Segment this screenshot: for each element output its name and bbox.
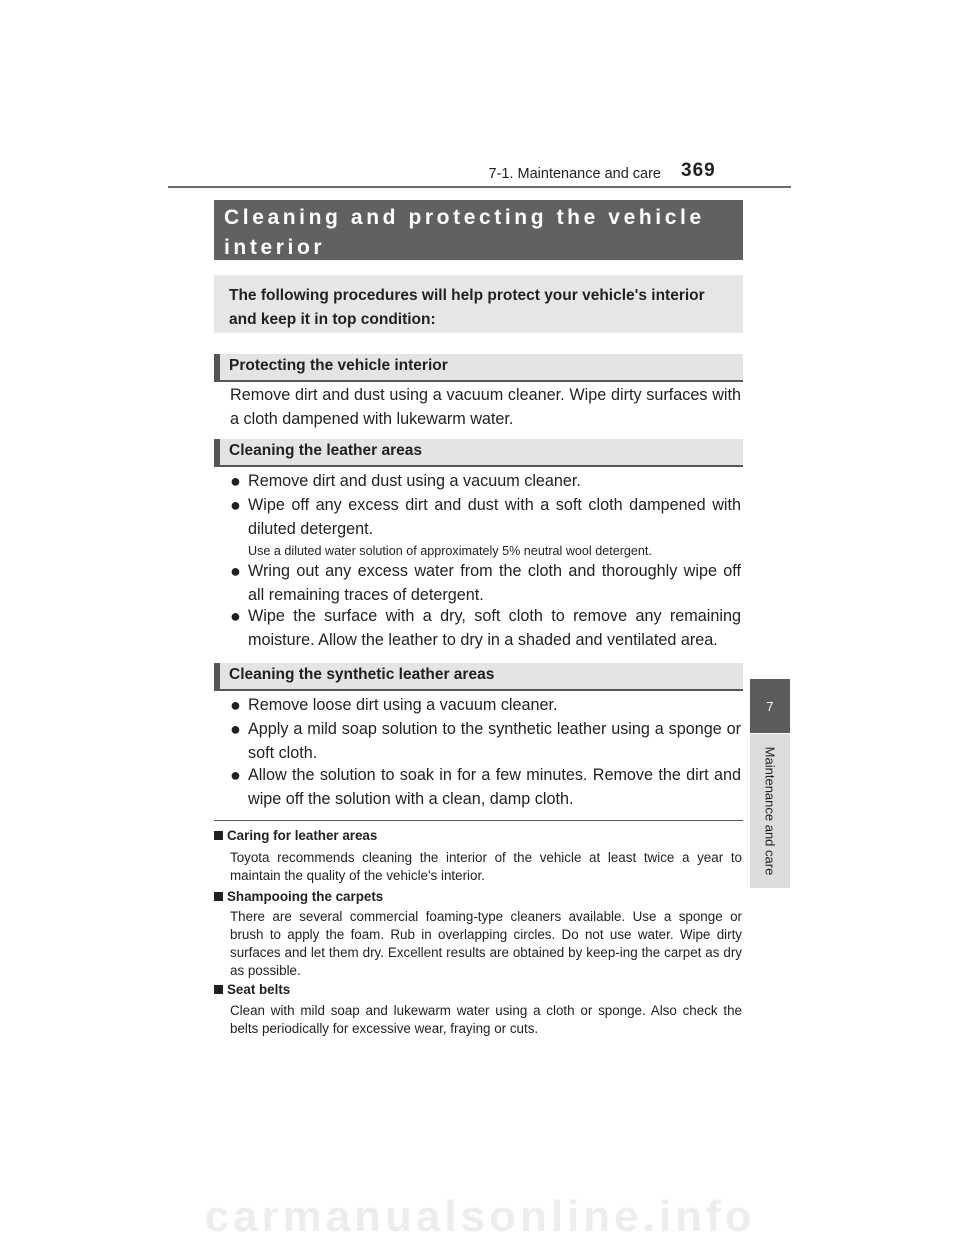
- page-title-line-2: interior: [224, 236, 326, 259]
- note-heading-text: Seat belts: [227, 982, 291, 997]
- list-item-text: Allow the solution to soak in for a few minutes. Remove the dirt and wipe off the solution with a clean, damp cloth.: [248, 766, 741, 808]
- header-rule: [168, 186, 791, 188]
- chapter-tab-number: [750, 679, 790, 733]
- intro-box: [214, 275, 743, 333]
- list-item: [230, 604, 741, 652]
- section-paragraph: Remove dirt and dust using a vacuum cleaner. Wipe dirty surfaces with a cloth dampened with lukewarm water.: [230, 386, 741, 428]
- chapter-number: 7: [766, 698, 774, 714]
- list-item: [230, 469, 741, 493]
- note-body: Toyota recommends cleaning the interior of the vehicle at least twice a year to maintain the quality of the vehicle's interior.: [230, 850, 742, 883]
- page-title: [214, 200, 743, 260]
- chapter-tab-title: [750, 734, 790, 888]
- section-heading-text: Cleaning the synthetic leather areas: [229, 666, 495, 683]
- note-heading: [214, 981, 290, 999]
- list-item: [230, 763, 741, 811]
- notes-divider: [214, 820, 743, 821]
- watermark: carmanualsonline.info: [204, 1192, 756, 1241]
- square-bullet-icon: [214, 985, 223, 994]
- section-heading-leather: [214, 439, 743, 467]
- bullet-icon: ●: [230, 495, 241, 515]
- chapter-title: Maintenance and care: [762, 746, 778, 876]
- note-heading: [214, 888, 383, 906]
- note-heading-text: Shampooing the carpets: [227, 889, 384, 904]
- list-item: [230, 493, 741, 541]
- square-bullet-icon: [214, 892, 223, 901]
- bullet-icon: ●: [230, 695, 241, 715]
- note-body: There are several commercial foaming-type cleaners available. Use a sponge or brush to apply the foam. Rub in overlapping circles. Do not use water. Wipe dirty surfaces and let them dry. Excellent results are obtained by keep-ing the carpet as dry as possible.: [230, 909, 742, 978]
- list-item-text: Wipe the surface with a dry, soft cloth to remove any remaining moisture. Allow the leather to dry in a shaded and ventilated area.: [248, 607, 741, 649]
- note-body: Clean with mild soap and lukewarm water using a cloth or sponge. Also check the belts periodically for excessive wear, fraying or cuts.: [230, 1003, 742, 1036]
- list-item-text: Remove loose dirt using a vacuum cleaner.: [248, 696, 558, 714]
- detergent-note: Use a diluted water solution of approximately 5% neutral wool detergent.: [248, 544, 652, 558]
- bullet-icon: ●: [230, 471, 241, 491]
- list-item-text: Remove dirt and dust using a vacuum cleaner.: [248, 472, 581, 490]
- header-section-title: 7-1. Maintenance and care: [488, 166, 661, 182]
- square-bullet-icon: [214, 831, 223, 840]
- note-heading: [214, 827, 377, 845]
- page-number: 369: [681, 160, 716, 181]
- list-item-text: Wipe off any excess dirt and dust with a soft cloth dampened with diluted detergent.: [248, 496, 741, 538]
- note-heading-text: Caring for leather areas: [227, 828, 378, 843]
- page-title-line-1: Cleaning and protecting the vehicle: [224, 206, 705, 229]
- intro-line-1: The following procedures will help protect your vehicle's interior: [229, 287, 705, 304]
- list-item-text: Wring out any excess water from the cloth and thoroughly wipe off all remaining traces of detergent.: [248, 562, 741, 604]
- list-item: [230, 717, 741, 765]
- section-heading-text: Cleaning the leather areas: [229, 442, 422, 459]
- intro-line-2: and keep it in top condition:: [229, 311, 436, 328]
- bullet-icon: ●: [230, 561, 241, 581]
- section-heading-protecting: [214, 354, 743, 382]
- section-heading-synthetic-leather: [214, 663, 743, 691]
- list-item-text: Apply a mild soap solution to the synthetic leather using a sponge or soft cloth.: [248, 720, 741, 762]
- list-item: [230, 559, 741, 607]
- bullet-icon: ●: [230, 606, 241, 626]
- bullet-icon: ●: [230, 765, 241, 785]
- list-item: [230, 693, 741, 717]
- bullet-icon: ●: [230, 719, 241, 739]
- section-heading-text: Protecting the vehicle interior: [229, 357, 448, 374]
